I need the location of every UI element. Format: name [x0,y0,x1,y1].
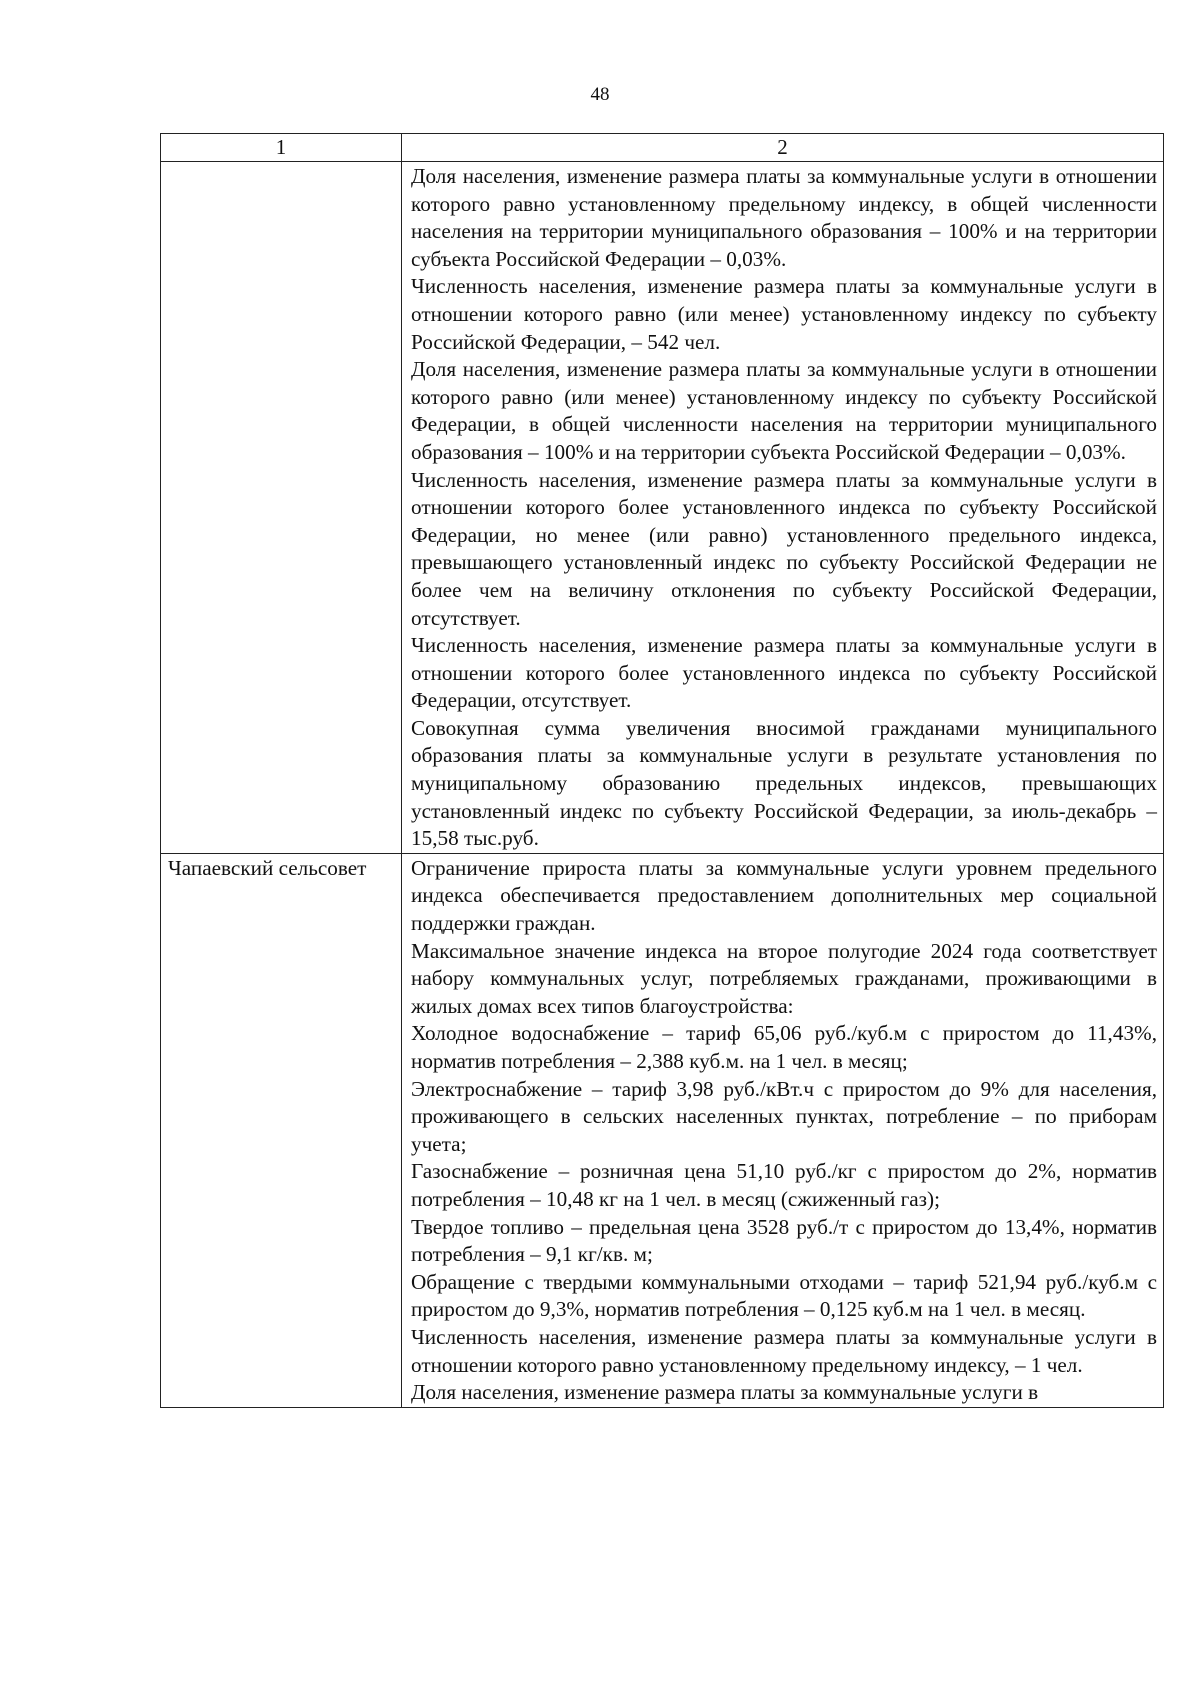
column-header-2: 2 [402,134,1164,162]
paragraph: Ограничение прироста платы за коммунальные услуги уровнем предельного индекса обеспечивается предоставлением дополнительных мер социальной поддержки граждан. [411,855,1157,936]
municipality-cell [161,162,402,854]
page-number: 48 [590,84,610,105]
paragraph: Холодное водоснабжение – тариф 65,06 руб./куб.м с приростом до 11,43%, норматив потребления – 2,388 куб.м. на 1 чел. в месяц; [411,1021,1157,1073]
paragraph: Совокупная сумма увеличения вносимой гражданами муниципального образования платы за коммунальные услуги в результате установления по муниципальному образованию предельных индексов, превышающих установленный индекс по субъекту Российской Федерации, за июль-декабрь – 15,58 тыс.руб. [411,715,1157,851]
municipality-name: Чапаевский сельсовет [168,855,367,880]
paragraph: Обращение с твердыми коммунальными отходами – тариф 521,94 руб./куб.м с приростом до 9,3%, норматив потребления – 0,125 куб.м на 1 чел. в месяц. [411,1269,1157,1322]
column-header-1: 1 [161,134,402,162]
paragraph: Численность населения, изменение размера платы за коммунальные услуги в отношении которого равно (или менее) установленному индексу по субъекту Российской Федерации, – 542 чел. [411,274,1157,354]
paragraph: Доля населения, изменение размера платы за коммунальные услуги в отношении которого равно установленному предельному индексу, в общей численности населения на территории муниципального образования – 100% и на территории субъекта Российской Федерации – 0,03%. [411,164,1157,271]
paragraph: Численность населения, изменение размера платы за коммунальные услуги в отношении которого равно установленному предельному индексу, – 1 чел. [411,1324,1157,1377]
paragraph: Газоснабжение – розничная цена 51,10 руб./кг с приростом до 2%, норматив потребления – 10,48 кг на 1 чел. в месяц (сжиженный газ); [411,1159,1157,1211]
indices-table [160,133,1164,1408]
paragraph: Максимальное значение индекса на второе полугодие 2024 года соответствует набору коммунальных услуг, потребляемых гражданами, проживающими в жилых домах всех типов благоустройства: [411,938,1157,1018]
paragraph: Электроснабжение – тариф 3,98 руб./кВт.ч с приростом до 9% для населения, проживающего в сельских населенных пунктах, потребление – по приборам учета; [411,1076,1157,1156]
description-cell [402,853,1164,1407]
table-row [161,162,1164,854]
paragraph: Численность населения, изменение размера платы за коммунальные услуги в отношении которого более установленного индекса по субъекту Российской Федерации, отсутствует. [411,633,1157,713]
paragraph: Твердое топливо – предельная цена 3528 руб./т с приростом до 13,4%, норматив потребления – 9,1 кг/кв. м; [411,1214,1157,1267]
description-cell [402,162,1164,854]
table-row [161,853,1164,1407]
paragraph: Численность населения, изменение размера платы за коммунальные услуги в отношении которого более установленного индекса по субъекту Российской Федерации, но менее (или равно) установленного предельного индекса, превышающего установленный индекс по субъекту Российской Федерации не более чем на величину отклонения по субъекту Российской Федерации, отсутствует. [411,467,1157,630]
municipality-cell [161,853,402,1407]
paragraph: Доля населения, изменение размера платы за коммунальные услуги в отношении которого равно (или менее) установленному индексу по субъекту Российской Федерации, в общей численности населения на территории муниципального образования – 100% и на территории субъекта Российской Федерации – 0,03%. [411,357,1157,464]
paragraph: Доля населения, изменение размера платы за коммунальные услуги в [411,1380,1039,1405]
table-header-row [161,134,1164,162]
